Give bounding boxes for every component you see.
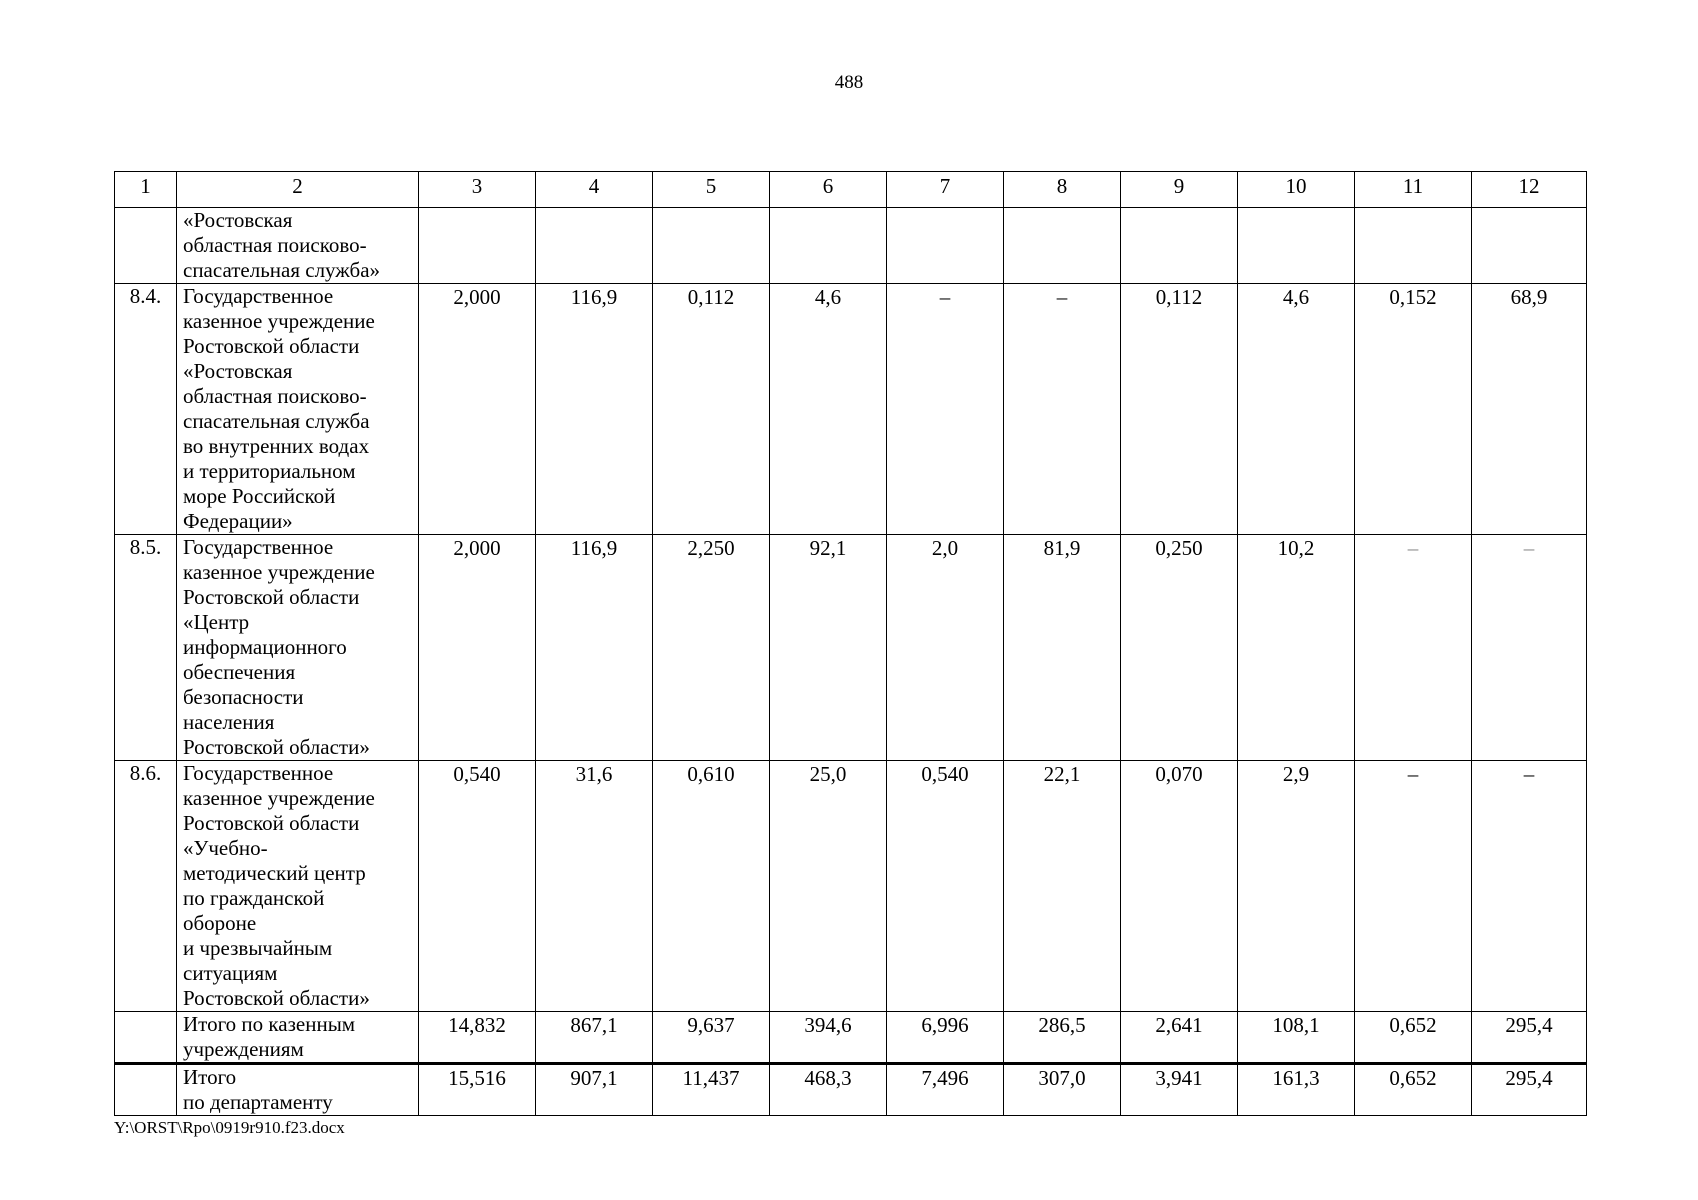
value-cell: 0,652 xyxy=(1355,1012,1472,1064)
value-cell: 116,9 xyxy=(536,284,653,535)
table-row xyxy=(115,535,1587,761)
table-row-total xyxy=(115,1064,1587,1116)
value-cell: 0,540 xyxy=(419,761,536,1012)
value-cell: 907,1 xyxy=(536,1064,653,1116)
value-cell: 0,112 xyxy=(1121,284,1238,535)
value-cell: 2,250 xyxy=(653,535,770,761)
value-cell: 15,516 xyxy=(419,1064,536,1116)
value-cell: 0,112 xyxy=(653,284,770,535)
row-index xyxy=(115,208,177,284)
value-cell: 11,437 xyxy=(653,1064,770,1116)
column-header: 7 xyxy=(887,172,1004,208)
value-cell: 2,000 xyxy=(419,284,536,535)
row-index xyxy=(115,1064,177,1116)
value-cell: – xyxy=(1355,535,1472,761)
table-row xyxy=(115,284,1587,535)
value-cell: – xyxy=(1004,284,1121,535)
value-cell: 0,652 xyxy=(1355,1064,1472,1116)
value-cell: – xyxy=(1472,761,1587,1012)
value-cell xyxy=(1121,208,1238,284)
value-cell: 22,1 xyxy=(1004,761,1121,1012)
value-cell: 4,6 xyxy=(1238,284,1355,535)
value-cell: 9,637 xyxy=(653,1012,770,1064)
value-cell: 0,152 xyxy=(1355,284,1472,535)
value-cell xyxy=(536,208,653,284)
value-cell: 2,9 xyxy=(1238,761,1355,1012)
institution-name: Государственное казенное учреждение Ростовской области «Ростовская областная поисково- спасательная служба во внутренних водах и территориальном море Российской Федерации» xyxy=(177,284,419,535)
value-cell: 0,610 xyxy=(653,761,770,1012)
value-cell: 3,941 xyxy=(1121,1064,1238,1116)
value-cell: 2,000 xyxy=(419,535,536,761)
value-cell: – xyxy=(1355,761,1472,1012)
row-index: 8.6. xyxy=(115,761,177,1012)
subtotal-label: Итого по казенным учреждениям xyxy=(177,1012,419,1064)
value-cell: 10,2 xyxy=(1238,535,1355,761)
column-header: 10 xyxy=(1238,172,1355,208)
value-cell: 14,832 xyxy=(419,1012,536,1064)
value-cell xyxy=(887,208,1004,284)
institution-name: Государственное казенное учреждение Ростовской области «Учебно- методический центр по гражданской обороне и чрезвычайным ситуациям Ростовской области» xyxy=(177,761,419,1012)
value-cell: 31,6 xyxy=(536,761,653,1012)
value-cell: 92,1 xyxy=(770,535,887,761)
column-header: 1 xyxy=(115,172,177,208)
value-cell: 0,070 xyxy=(1121,761,1238,1012)
table-row-subtotal xyxy=(115,1012,1587,1064)
table-row xyxy=(115,208,1587,284)
value-cell: 0,540 xyxy=(887,761,1004,1012)
value-cell: 7,496 xyxy=(887,1064,1004,1116)
value-cell: 6,996 xyxy=(887,1012,1004,1064)
value-cell: 295,4 xyxy=(1472,1012,1587,1064)
budget-table xyxy=(114,171,1587,1116)
value-cell: 4,6 xyxy=(770,284,887,535)
column-header: 6 xyxy=(770,172,887,208)
row-index: 8.5. xyxy=(115,535,177,761)
value-cell: 295,4 xyxy=(1472,1064,1587,1116)
value-cell: 2,641 xyxy=(1121,1012,1238,1064)
column-header: 9 xyxy=(1121,172,1238,208)
value-cell xyxy=(653,208,770,284)
value-cell: 116,9 xyxy=(536,535,653,761)
value-cell xyxy=(1472,208,1587,284)
value-cell: 286,5 xyxy=(1004,1012,1121,1064)
file-path-footer: Y:\ORST\Rpo\0919r910.f23.docx xyxy=(114,1118,345,1137)
column-header: 2 xyxy=(177,172,419,208)
value-cell: 161,3 xyxy=(1238,1064,1355,1116)
table-row xyxy=(115,761,1587,1012)
value-cell: – xyxy=(887,284,1004,535)
value-cell: 867,1 xyxy=(536,1012,653,1064)
column-header: 3 xyxy=(419,172,536,208)
value-cell: 108,1 xyxy=(1238,1012,1355,1064)
column-header: 5 xyxy=(653,172,770,208)
value-cell: 2,0 xyxy=(887,535,1004,761)
institution-name: «Ростовская областная поисково- спасательная служба» xyxy=(177,208,419,284)
value-cell: 68,9 xyxy=(1472,284,1587,535)
value-cell: 468,3 xyxy=(770,1064,887,1116)
column-header: 4 xyxy=(536,172,653,208)
institution-name: Государственное казенное учреждение Ростовской области «Центр информационного обеспечения безопасности населения Ростовской области» xyxy=(177,535,419,761)
page-number: 488 xyxy=(834,72,864,93)
column-header: 11 xyxy=(1355,172,1472,208)
value-cell xyxy=(770,208,887,284)
value-cell: 25,0 xyxy=(770,761,887,1012)
row-index: 8.4. xyxy=(115,284,177,535)
column-header: 8 xyxy=(1004,172,1121,208)
value-cell: 0,250 xyxy=(1121,535,1238,761)
column-header: 12 xyxy=(1472,172,1587,208)
total-label: Итого по департаменту xyxy=(177,1064,419,1116)
value-cell: – xyxy=(1472,535,1587,761)
value-cell: 394,6 xyxy=(770,1012,887,1064)
table-header-row xyxy=(115,172,1587,208)
row-index xyxy=(115,1012,177,1064)
value-cell xyxy=(1238,208,1355,284)
value-cell xyxy=(419,208,536,284)
value-cell xyxy=(1355,208,1472,284)
value-cell: 307,0 xyxy=(1004,1064,1121,1116)
value-cell: 81,9 xyxy=(1004,535,1121,761)
value-cell xyxy=(1004,208,1121,284)
